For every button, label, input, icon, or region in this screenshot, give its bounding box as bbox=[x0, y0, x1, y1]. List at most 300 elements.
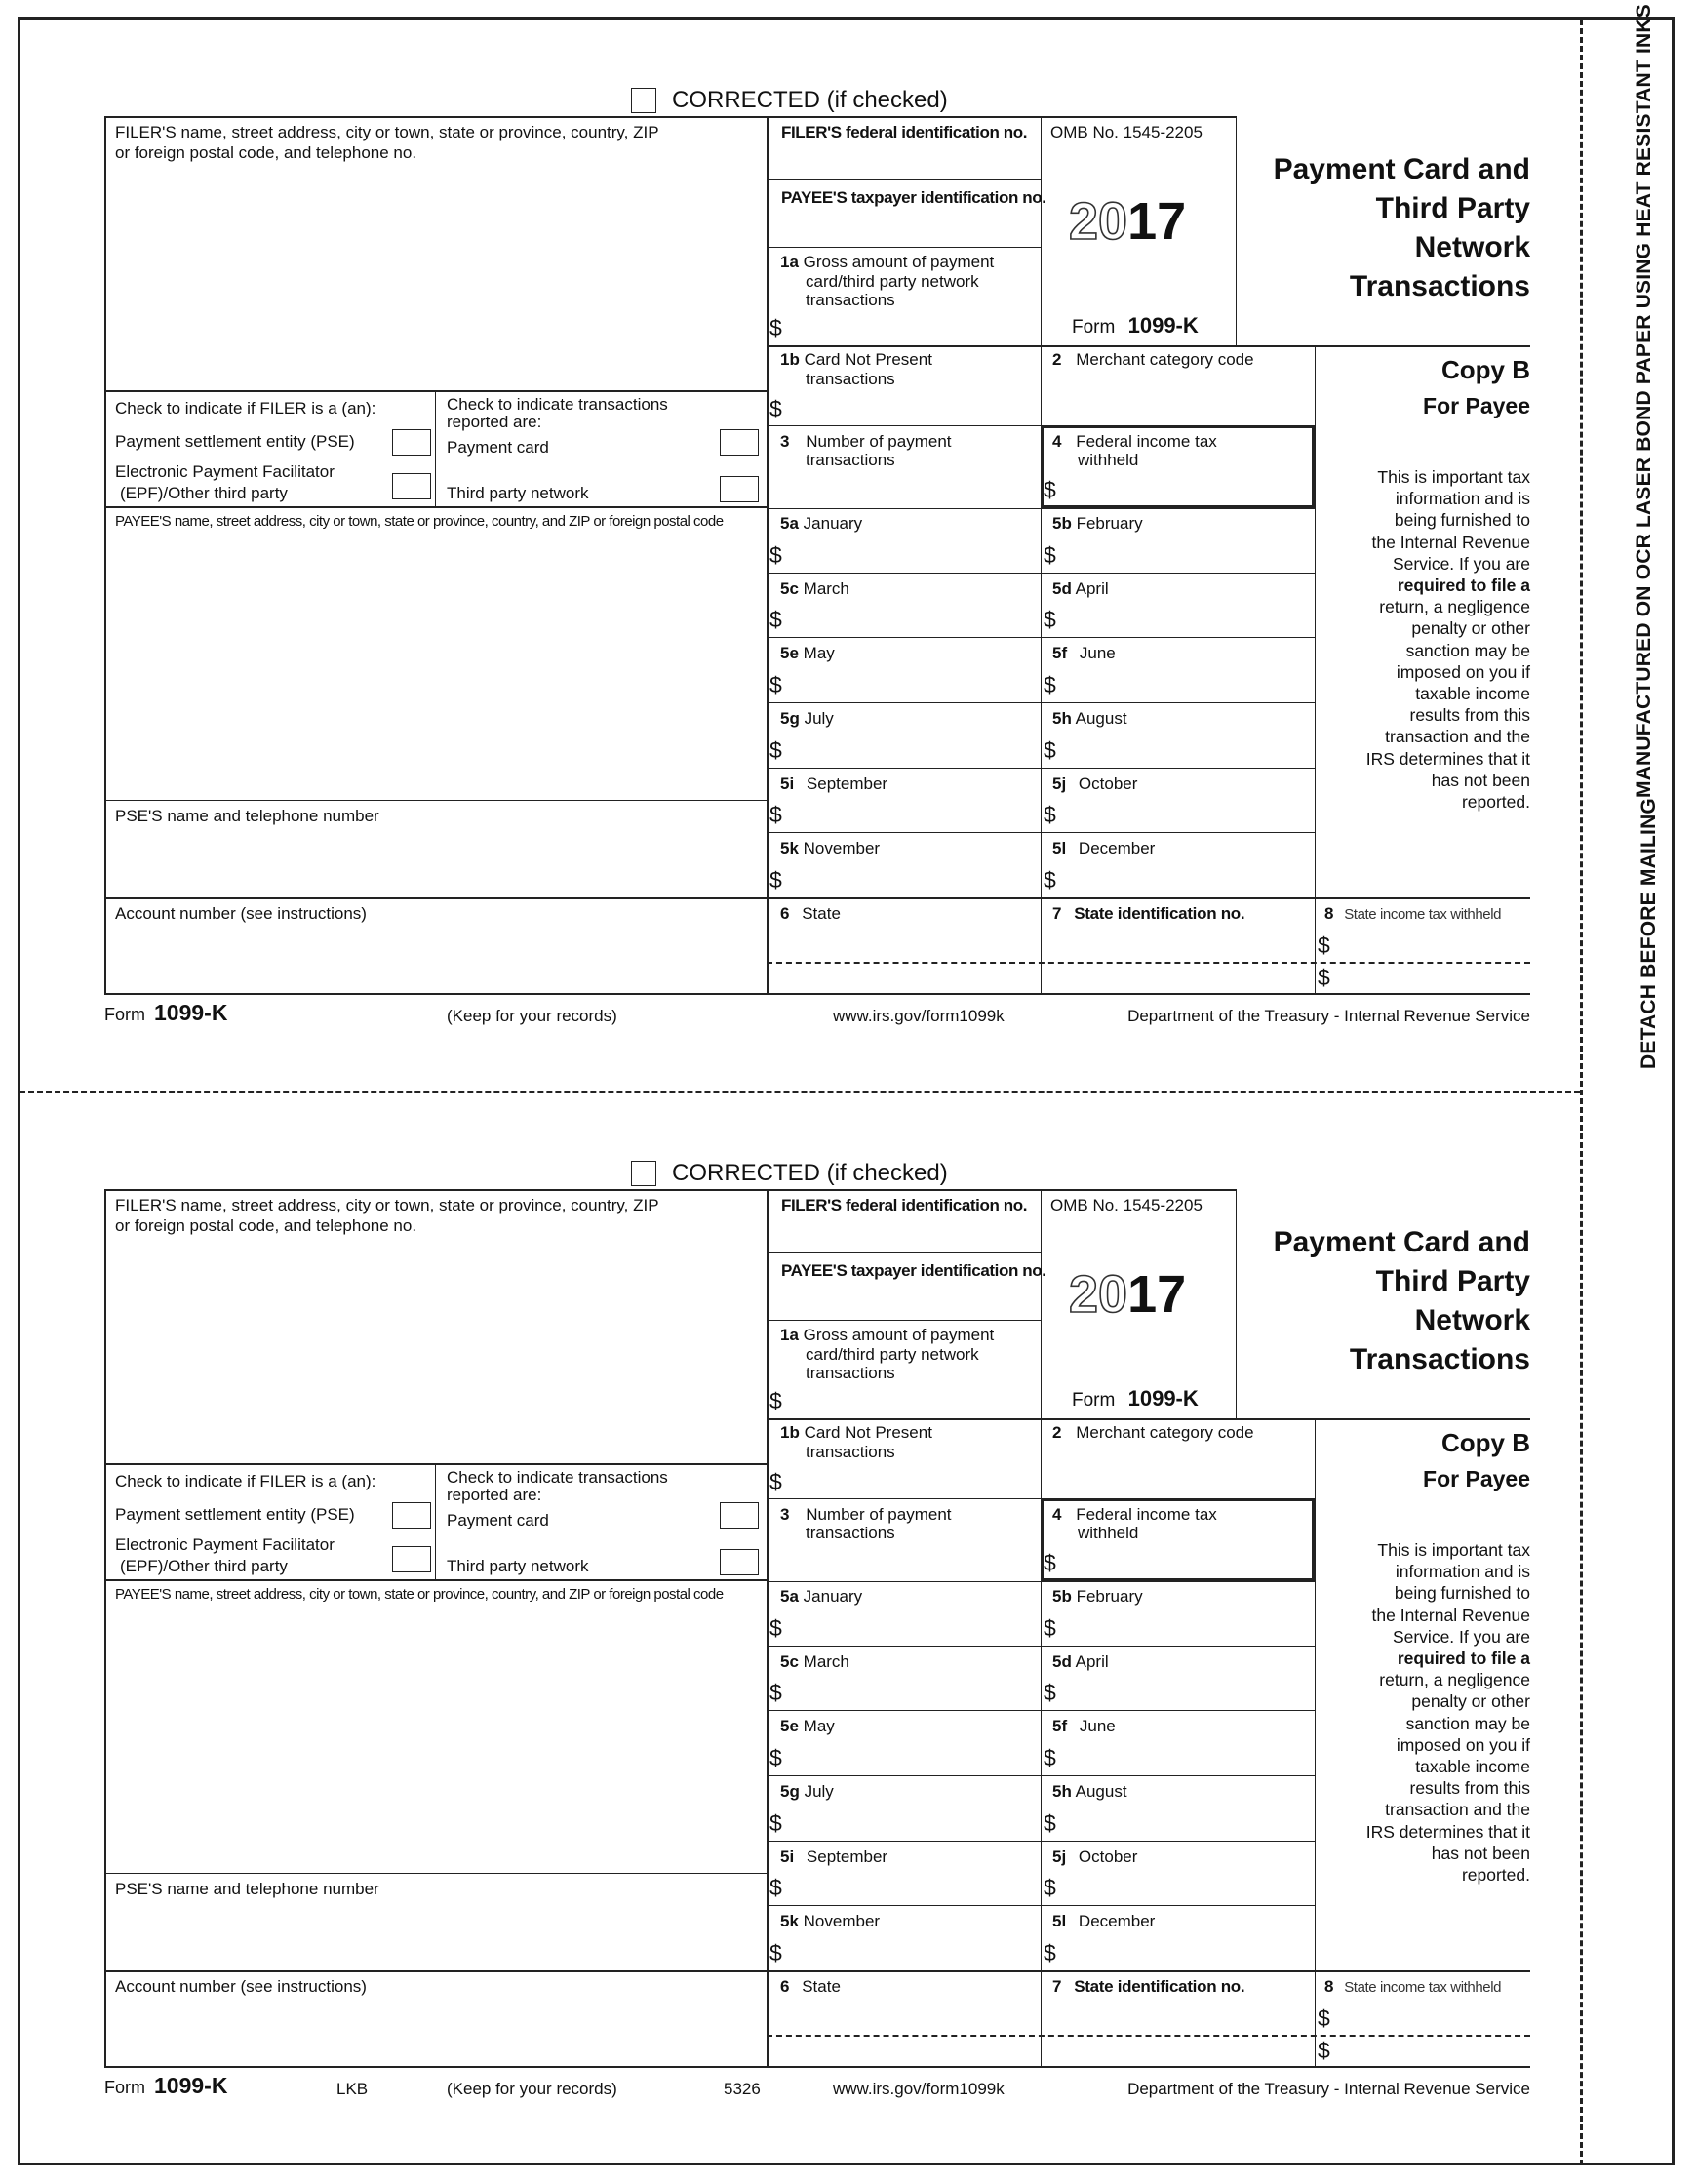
box-5f-text: June bbox=[1079, 644, 1116, 662]
box-5g-number: 5g bbox=[780, 709, 800, 728]
box-1a-field[interactable] bbox=[786, 1383, 1038, 1415]
box-6-label bbox=[780, 1977, 841, 1996]
box-5j-field[interactable] bbox=[1061, 1869, 1312, 1902]
corrected-checkbox[interactable] bbox=[631, 88, 656, 113]
department-line: Department of the Treasury - Internal Revenue Service bbox=[1127, 2080, 1530, 2098]
form-word-footer: Form bbox=[104, 1005, 145, 1024]
box-5h-dollar: $ bbox=[1044, 1810, 1056, 1836]
rule-row-4 bbox=[767, 1646, 1315, 1647]
box-1a-text-3: transactions bbox=[806, 1364, 895, 1382]
form-top-rule bbox=[104, 116, 1236, 118]
box-5l-label bbox=[1052, 1912, 1155, 1930]
form-copy-bottom bbox=[0, 1073, 1696, 2146]
box-5i-field[interactable] bbox=[786, 796, 1038, 829]
box-6-text: State bbox=[802, 904, 841, 923]
dashed-state-rule bbox=[767, 2035, 1530, 2037]
box-5a-dollar: $ bbox=[769, 542, 782, 568]
box-5f-number: 5f bbox=[1052, 644, 1068, 662]
box-2-field[interactable] bbox=[1044, 1448, 1312, 1494]
box-5f-field[interactable] bbox=[1061, 1739, 1312, 1772]
box-8-field-2[interactable] bbox=[1334, 2038, 1528, 2064]
box-7-field-1[interactable] bbox=[1044, 927, 1312, 960]
notice-line: being furnished to bbox=[1394, 1583, 1530, 1604]
box-5h-label bbox=[1052, 1782, 1127, 1801]
payee-notice bbox=[1296, 1539, 1530, 1886]
notice-line: sanction may be bbox=[1405, 1713, 1530, 1733]
box-5a-number: 5a bbox=[780, 1587, 799, 1606]
box-1b-text: Card Not Present bbox=[804, 350, 932, 369]
notice-line: Service. If you are bbox=[1392, 1626, 1530, 1647]
for-payee-label: For Payee bbox=[1423, 1466, 1530, 1491]
box-2-label bbox=[1052, 350, 1254, 369]
box-5g-text: July bbox=[804, 1782, 834, 1801]
notice-line: taxable income bbox=[1415, 1757, 1530, 1777]
box-4-label bbox=[1052, 1505, 1217, 1524]
payee-name-field[interactable] bbox=[107, 535, 764, 798]
box-1a-field[interactable] bbox=[786, 310, 1038, 342]
box-1b-field[interactable] bbox=[786, 390, 1038, 422]
box-7-text: State identification no. bbox=[1074, 1977, 1245, 1996]
manufactured-text: MANUFACTURED ON OCR LASER BOND PAPER USING HEAT RESISTANT INKS bbox=[1633, 4, 1655, 798]
account-label: Account number (see instructions) bbox=[115, 904, 367, 923]
box-8-field-2[interactable] bbox=[1334, 965, 1528, 991]
box-4-dollar: $ bbox=[1044, 1550, 1056, 1575]
box-6-field-2[interactable] bbox=[769, 965, 1038, 991]
box-5a-dollar: $ bbox=[769, 1615, 782, 1641]
box-5j-label bbox=[1052, 1847, 1137, 1866]
form-title-line-4: Transactions bbox=[1349, 270, 1530, 302]
rule-filer-tin bbox=[767, 179, 1041, 180]
box-5k-text: November bbox=[803, 1912, 881, 1930]
box-5c-dollar: $ bbox=[769, 607, 782, 632]
payment-card-label: Payment card bbox=[447, 1511, 549, 1529]
box-5i-dollar: $ bbox=[769, 1875, 782, 1900]
box-7-label bbox=[1052, 904, 1244, 923]
box-5b-text: February bbox=[1076, 1587, 1143, 1606]
irs-website: www.irs.gov/form1099k bbox=[833, 1007, 1005, 1025]
notice-line: has not been bbox=[1431, 1843, 1530, 1863]
notice-line: the Internal Revenue bbox=[1371, 532, 1530, 552]
third-party-label: Third party network bbox=[447, 484, 589, 502]
box-1b-field[interactable] bbox=[786, 1463, 1038, 1495]
box-5e-number: 5e bbox=[780, 644, 799, 662]
filer-type-label: Check to indicate if FILER is a (an): bbox=[115, 1472, 376, 1490]
box-4-text: Federal income tax bbox=[1076, 1505, 1217, 1524]
box-4-text-2: withheld bbox=[1078, 1524, 1139, 1542]
box-5f-dollar: $ bbox=[1044, 672, 1056, 697]
form-bottom-rule bbox=[104, 2066, 1530, 2068]
rule-row-4 bbox=[767, 573, 1315, 574]
payee-name-label: PAYEE'S name, street address, city or town, state or province, country, and ZIP or foreign postal code bbox=[115, 513, 724, 530]
box-5k-text: November bbox=[803, 839, 881, 857]
box-5c-field[interactable] bbox=[786, 1674, 1038, 1707]
pse-name-label: PSE'S name and telephone number bbox=[115, 807, 379, 825]
box-6-field-1[interactable] bbox=[769, 2000, 1038, 2033]
box-4-text: Federal income tax bbox=[1076, 432, 1217, 451]
pse-name-field[interactable] bbox=[107, 829, 764, 895]
box-5h-label bbox=[1052, 709, 1127, 728]
box-5g-number: 5g bbox=[780, 1782, 800, 1801]
catalog-number: 5326 bbox=[724, 2080, 761, 2098]
box-7-text: State identification no. bbox=[1074, 904, 1245, 923]
pse-label: Payment settlement entity (PSE) bbox=[115, 432, 355, 451]
third-party-label: Third party network bbox=[447, 1557, 589, 1575]
box-5e-dollar: $ bbox=[769, 672, 782, 697]
tax-year bbox=[1069, 1267, 1186, 1322]
box-7-label bbox=[1052, 1977, 1244, 1996]
payee-name-field[interactable] bbox=[107, 1608, 764, 1871]
form-title-line-1: Payment Card and bbox=[1273, 153, 1530, 185]
box-5l-label bbox=[1052, 839, 1155, 857]
epf-label-cont: (EPF)/Other third party bbox=[120, 1557, 288, 1575]
box-3-field[interactable] bbox=[769, 1545, 1038, 1578]
corrected-checkbox[interactable] bbox=[631, 1161, 656, 1186]
box-2-field[interactable] bbox=[1044, 375, 1312, 421]
box-5b-field[interactable] bbox=[1061, 1609, 1312, 1643]
column-rule-3 bbox=[1236, 116, 1237, 345]
box-8-text: State income tax withheld bbox=[1344, 1979, 1502, 1996]
box-5e-text: May bbox=[803, 644, 835, 662]
box-1a-text: Gross amount of payment bbox=[803, 253, 995, 271]
box-1b-text-2: transactions bbox=[806, 370, 895, 388]
notice-line: reported. bbox=[1461, 1865, 1530, 1886]
dashed-state-rule bbox=[767, 962, 1530, 964]
box-1a-text-3: transactions bbox=[806, 291, 895, 309]
box-5a-label bbox=[780, 514, 862, 533]
box-5h-field[interactable] bbox=[1061, 732, 1312, 765]
filer-tin-field[interactable] bbox=[769, 1217, 1039, 1251]
box-5b-label bbox=[1052, 1587, 1143, 1606]
transactions-label: Check to indicate transactions bbox=[447, 395, 668, 414]
box-7-field-2[interactable] bbox=[1044, 2038, 1312, 2064]
column-rule-3 bbox=[1236, 1189, 1237, 1418]
box-5e-label bbox=[780, 644, 835, 662]
filer-tin-label: FILER'S federal identification no. bbox=[781, 1196, 1028, 1214]
box-8-label bbox=[1324, 904, 1501, 923]
box-5e-number: 5e bbox=[780, 1717, 799, 1735]
box-3-text: Number of payment bbox=[806, 432, 952, 451]
box-5k-dollar: $ bbox=[769, 1940, 782, 1966]
epf-checkbox[interactable] bbox=[392, 1546, 431, 1572]
form-left-rule bbox=[104, 1189, 106, 2067]
box-5c-number: 5c bbox=[780, 1652, 799, 1671]
box-2-number: 2 bbox=[1052, 350, 1062, 369]
notice-line: results from this bbox=[1409, 705, 1530, 726]
rule-row-5 bbox=[767, 1710, 1315, 1711]
form-number-footer: 1099-K bbox=[154, 2073, 228, 2098]
box-1a-text: Gross amount of payment bbox=[803, 1326, 995, 1344]
box-5c-field[interactable] bbox=[786, 601, 1038, 634]
notice-line: return, a negligence bbox=[1379, 597, 1530, 617]
box-5d-field[interactable] bbox=[1061, 601, 1312, 634]
form-id-top bbox=[1072, 313, 1199, 338]
transactions-label-cont: reported are: bbox=[447, 413, 542, 431]
box-5j-text: October bbox=[1078, 774, 1138, 793]
transactions-label-cont: reported are: bbox=[447, 1486, 542, 1504]
box-5l-field[interactable] bbox=[1061, 1934, 1312, 1967]
box-5f-text: June bbox=[1079, 1717, 1116, 1735]
box-5b-dollar: $ bbox=[1044, 1615, 1056, 1641]
filer-name-field[interactable] bbox=[107, 166, 764, 388]
notice-line: This is important tax bbox=[1377, 467, 1530, 487]
box-1b-label bbox=[780, 350, 932, 369]
rule-row-7 bbox=[767, 1841, 1315, 1842]
box-5b-field[interactable] bbox=[1061, 536, 1312, 570]
box-5k-field[interactable] bbox=[786, 861, 1038, 894]
box-5l-number: 5l bbox=[1052, 1912, 1067, 1930]
box-5d-text: April bbox=[1075, 1652, 1109, 1671]
box-3-text: Number of payment bbox=[806, 1505, 952, 1524]
box-2-number: 2 bbox=[1052, 1423, 1062, 1442]
box-5g-dollar: $ bbox=[769, 737, 782, 763]
rule-payee-tin bbox=[767, 1320, 1041, 1321]
box-5l-dollar: $ bbox=[1044, 867, 1056, 893]
box-5i-text: September bbox=[806, 1847, 888, 1866]
box-5h-text: August bbox=[1075, 1782, 1127, 1801]
box-5a-field[interactable] bbox=[786, 536, 1038, 570]
rule-row-8 bbox=[767, 1905, 1315, 1906]
box-5g-label bbox=[780, 1782, 834, 1801]
box-8-dollar-2: $ bbox=[1318, 965, 1330, 990]
column-rule-1 bbox=[767, 116, 769, 994]
pse-checkbox[interactable] bbox=[392, 429, 431, 456]
box-5e-label bbox=[780, 1717, 835, 1735]
box-4-text-2: withheld bbox=[1078, 451, 1139, 469]
box-5l-number: 5l bbox=[1052, 839, 1067, 857]
notice-line: transaction and the bbox=[1385, 727, 1530, 747]
box-1a-dollar: $ bbox=[769, 1388, 782, 1413]
box-4-field[interactable] bbox=[1061, 1545, 1310, 1578]
box-4-label bbox=[1052, 432, 1217, 451]
rule-filer-type-split bbox=[435, 390, 436, 506]
box-5k-number: 5k bbox=[780, 1912, 799, 1930]
payment-card-checkbox[interactable] bbox=[720, 1502, 759, 1529]
box-5c-text: March bbox=[803, 579, 849, 598]
notice-line: results from this bbox=[1409, 1778, 1530, 1799]
box-5b-text: February bbox=[1076, 514, 1143, 533]
rule-row-3 bbox=[767, 1581, 1315, 1582]
box-4-number: 4 bbox=[1052, 1505, 1062, 1524]
notice-line: reported. bbox=[1461, 792, 1530, 813]
account-field[interactable] bbox=[107, 2000, 764, 2064]
notice-line: transaction and the bbox=[1385, 1800, 1530, 1820]
box-5e-field[interactable] bbox=[786, 666, 1038, 699]
box-5l-text: December bbox=[1078, 839, 1156, 857]
filer-tin-field[interactable] bbox=[769, 144, 1039, 178]
third-party-checkbox[interactable] bbox=[720, 1549, 759, 1575]
form-title-line-3: Network bbox=[1414, 231, 1530, 263]
box-1a-number: 1a bbox=[780, 253, 799, 271]
notice-line-emphasis: required to file a bbox=[1397, 1648, 1530, 1669]
form-number-top: 1099-K bbox=[1127, 1386, 1199, 1410]
filer-name-label-cont: or foreign postal code, and telephone no. bbox=[115, 143, 417, 162]
form-word-top: Form bbox=[1072, 1390, 1116, 1410]
box-6-label bbox=[780, 904, 841, 923]
notice-line: imposed on you if bbox=[1396, 1734, 1530, 1755]
box-5g-dollar: $ bbox=[769, 1810, 782, 1836]
form-id-footer bbox=[104, 1001, 227, 1026]
box-1a-label bbox=[780, 1326, 994, 1344]
box-5i-number: 5i bbox=[780, 774, 795, 793]
lkb-code: LKB bbox=[336, 2080, 369, 2098]
box-5g-field[interactable] bbox=[786, 1805, 1038, 1838]
box-3-number: 3 bbox=[780, 432, 790, 451]
box-5i-label bbox=[780, 774, 887, 793]
box-4-dollar: $ bbox=[1044, 477, 1056, 502]
notice-line: penalty or other bbox=[1411, 1691, 1530, 1712]
payment-card-label: Payment card bbox=[447, 438, 549, 457]
box-5a-label bbox=[780, 1587, 862, 1606]
rule-row-9 bbox=[104, 897, 1530, 899]
box-5i-field[interactable] bbox=[786, 1869, 1038, 1902]
payee-tin-field[interactable] bbox=[769, 1284, 1039, 1318]
epf-label: Electronic Payment Facilitator bbox=[115, 1535, 335, 1554]
box-5c-label bbox=[780, 1652, 849, 1671]
box-8-dollar-1: $ bbox=[1318, 933, 1330, 958]
epf-label: Electronic Payment Facilitator bbox=[115, 462, 335, 481]
notice-line: penalty or other bbox=[1411, 618, 1530, 639]
box-3-field[interactable] bbox=[769, 472, 1038, 505]
box-6-number: 6 bbox=[780, 1977, 790, 1996]
rule-filer-type-split bbox=[435, 1463, 436, 1579]
box-5b-number: 5b bbox=[1052, 1587, 1072, 1606]
form-id-footer bbox=[104, 2074, 227, 2099]
form-copy-top bbox=[0, 0, 1696, 1073]
box-1b-dollar: $ bbox=[769, 1469, 782, 1494]
box-8-number: 8 bbox=[1324, 904, 1334, 923]
box-1b-text: Card Not Present bbox=[804, 1423, 932, 1442]
notice-line: Service. If you are bbox=[1392, 553, 1530, 574]
box-1b-label bbox=[780, 1423, 932, 1442]
box-5c-label bbox=[780, 579, 849, 598]
box-5h-number: 5h bbox=[1052, 709, 1072, 728]
box-5a-text: January bbox=[803, 1587, 863, 1606]
box-6-field-2[interactable] bbox=[769, 2038, 1038, 2064]
box-5c-number: 5c bbox=[780, 579, 799, 598]
box-1a-dollar: $ bbox=[769, 315, 782, 340]
form-title-line-4: Transactions bbox=[1349, 1343, 1530, 1375]
form-left-rule bbox=[104, 116, 106, 994]
box-5l-text: December bbox=[1078, 1912, 1156, 1930]
box-5e-field[interactable] bbox=[786, 1739, 1038, 1772]
pse-label: Payment settlement entity (PSE) bbox=[115, 1505, 355, 1524]
epf-label-cont: (EPF)/Other third party bbox=[120, 484, 288, 502]
filer-type-label: Check to indicate if FILER is a (an): bbox=[115, 399, 376, 417]
tax-year-outline: 20 bbox=[1069, 192, 1128, 251]
box-5f-label bbox=[1052, 644, 1116, 662]
box-7-number: 7 bbox=[1052, 904, 1062, 923]
box-5a-text: January bbox=[803, 514, 863, 533]
box-5j-number: 5j bbox=[1052, 774, 1067, 793]
third-party-checkbox[interactable] bbox=[720, 476, 759, 502]
box-8-field-1[interactable] bbox=[1334, 927, 1528, 960]
copy-label: Copy B bbox=[1441, 1428, 1530, 1457]
box-5c-text: March bbox=[803, 1652, 849, 1671]
box-7-field-1[interactable] bbox=[1044, 2000, 1312, 2033]
form-top-rule bbox=[104, 1189, 1236, 1191]
account-label: Account number (see instructions) bbox=[115, 1977, 367, 1996]
form-word-footer: Form bbox=[104, 2078, 145, 2097]
box-1b-text-2: transactions bbox=[806, 1443, 895, 1461]
box-6-number: 6 bbox=[780, 904, 790, 923]
box-5d-label bbox=[1052, 1652, 1109, 1671]
box-1b-number: 1b bbox=[780, 1423, 800, 1442]
box-5j-field[interactable] bbox=[1061, 796, 1312, 829]
box-2-text: Merchant category code bbox=[1076, 1423, 1254, 1442]
form-title-line-2: Third Party bbox=[1375, 192, 1530, 224]
box-5j-dollar: $ bbox=[1044, 1875, 1056, 1900]
epf-checkbox[interactable] bbox=[392, 473, 431, 499]
box-5d-number: 5d bbox=[1052, 1652, 1072, 1671]
box-5g-field[interactable] bbox=[786, 732, 1038, 765]
notice-line: information and is bbox=[1395, 489, 1530, 509]
notice-line-emphasis: required to file a bbox=[1397, 576, 1530, 596]
form-word-top: Form bbox=[1072, 317, 1116, 338]
irs-website: www.irs.gov/form1099k bbox=[833, 2080, 1005, 2098]
account-field[interactable] bbox=[107, 927, 764, 991]
box-8-field-1[interactable] bbox=[1334, 2000, 1528, 2033]
box-5d-field[interactable] bbox=[1061, 1674, 1312, 1707]
box-5f-field[interactable] bbox=[1061, 666, 1312, 699]
notice-line: has not been bbox=[1431, 770, 1530, 790]
box-6-field-1[interactable] bbox=[769, 927, 1038, 960]
filer-name-field[interactable] bbox=[107, 1239, 764, 1461]
rule-payee-name bbox=[104, 1579, 767, 1581]
payee-tin-field[interactable] bbox=[769, 211, 1039, 245]
box-5h-dollar: $ bbox=[1044, 737, 1056, 763]
box-1b-number: 1b bbox=[780, 350, 800, 369]
payment-card-checkbox[interactable] bbox=[720, 429, 759, 456]
form-number-top: 1099-K bbox=[1127, 313, 1199, 338]
form-title-line-1: Payment Card and bbox=[1273, 1226, 1530, 1258]
rule-filer-tin bbox=[767, 1252, 1041, 1253]
box-5a-field[interactable] bbox=[786, 1609, 1038, 1643]
box-8-number: 8 bbox=[1324, 1977, 1334, 1996]
tax-year-outline: 20 bbox=[1069, 1265, 1128, 1324]
box-1a-label bbox=[780, 253, 994, 271]
box-5f-dollar: $ bbox=[1044, 1745, 1056, 1770]
rule-row-5 bbox=[767, 637, 1315, 638]
box-5l-field[interactable] bbox=[1061, 861, 1312, 894]
box-7-number: 7 bbox=[1052, 1977, 1062, 1996]
box-5k-label bbox=[780, 839, 880, 857]
box-1b-dollar: $ bbox=[769, 396, 782, 421]
box-2-label bbox=[1052, 1423, 1254, 1442]
form-title-line-2: Third Party bbox=[1375, 1265, 1530, 1297]
pse-name-field[interactable] bbox=[107, 1902, 764, 1968]
corrected-label: CORRECTED (if checked) bbox=[672, 87, 948, 113]
box-5h-field[interactable] bbox=[1061, 1805, 1312, 1838]
column-rule-1 bbox=[767, 1189, 769, 2067]
box-4-number: 4 bbox=[1052, 432, 1062, 451]
box-5e-dollar: $ bbox=[769, 1745, 782, 1770]
box-1a-text-2: card/third party network bbox=[806, 272, 979, 291]
box-5k-field[interactable] bbox=[786, 1934, 1038, 1967]
box-5f-label bbox=[1052, 1717, 1116, 1735]
corrected-label: CORRECTED (if checked) bbox=[672, 1160, 948, 1186]
box-8-label bbox=[1324, 1977, 1501, 1996]
transactions-label: Check to indicate transactions bbox=[447, 1468, 668, 1487]
column-rule-2 bbox=[1041, 116, 1042, 994]
pse-checkbox[interactable] bbox=[392, 1502, 431, 1529]
rule-row-1 bbox=[767, 1418, 1530, 1420]
box-4-field[interactable] bbox=[1061, 472, 1310, 505]
box-7-field-2[interactable] bbox=[1044, 965, 1312, 991]
form-id-top bbox=[1072, 1386, 1199, 1410]
box-5d-dollar: $ bbox=[1044, 607, 1056, 632]
keep-records-note: (Keep for your records) bbox=[447, 1007, 617, 1025]
rule-row-7 bbox=[767, 768, 1315, 769]
